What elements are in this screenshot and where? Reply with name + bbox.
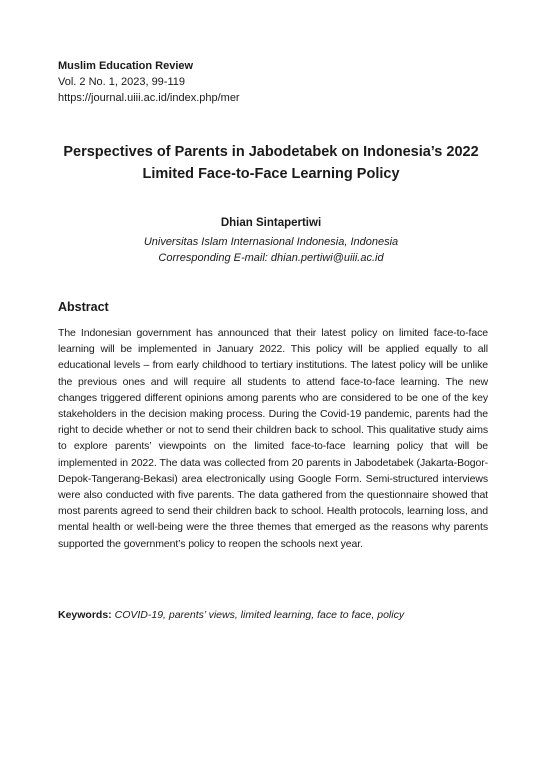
author-block — [40, 215, 502, 266]
journal-name: Muslim Education Review — [58, 60, 194, 72]
keywords-label: Keywords: — [58, 609, 115, 621]
paper-title — [40, 141, 502, 185]
paper-title-line-2: Limited Face-to-Face Learning Policy — [142, 166, 400, 182]
paper-title-line-1: Perspectives of Parents in Jabodetabek on Indonesia’s 2022 — [63, 144, 479, 160]
abstract-heading: Abstract — [58, 300, 109, 314]
keywords — [58, 607, 488, 623]
abstract-text: The Indonesian government has announced that their latest policy on limited face-to-face learning will be implemented in January 2022. This policy will be applied equally to all educational levels – from early childhood to tertiary institutions. The latest policy will be unlike the previous ones and will require all students to attend face-to-face learning. The new changes triggered different opinions among parents who are considered to be one of the key stakeholders in the decision making process. During the Covid-19 pandemic, parents had the right to decide whether or not to send their children back to school. This qualitative study aims to explore parents’ viewpoints on the limited face-to-face learning policy that will be implemented in 2022. The data was collected from 20 parents in Jabodetabek (Jakarta-Bogor-Depok-Tangerang-Bekasi) area electronically using Google Form. Semi-structured interviews were also conducted with five parents. The data gathered from the questionnaire showed that most parents agreed to send their children back to school. Health protocols, learning loss, and mental health or well-being were the three themes that emerged as the reasons why parents supported the government’s policy to reopen the schools next year. — [58, 327, 488, 550]
keywords-value: COVID-19, parents’ views, limited learning, face to face, policy — [114, 609, 405, 621]
corresponding-email: Corresponding E-mail: dhian.pertiwi@uiii.ac.id — [158, 252, 384, 264]
author-affiliation: Universitas Islam Internasional Indonesia, Indonesia — [143, 236, 399, 248]
journal-header — [58, 58, 240, 106]
journal-volume: Vol. 2 No. 1, 2023, 99-119 — [58, 76, 185, 88]
journal-url[interactable]: https://journal.uiii.ac.id/index.php/mer — [58, 92, 240, 104]
author-name: Dhian Sintapertiwi — [220, 217, 322, 229]
